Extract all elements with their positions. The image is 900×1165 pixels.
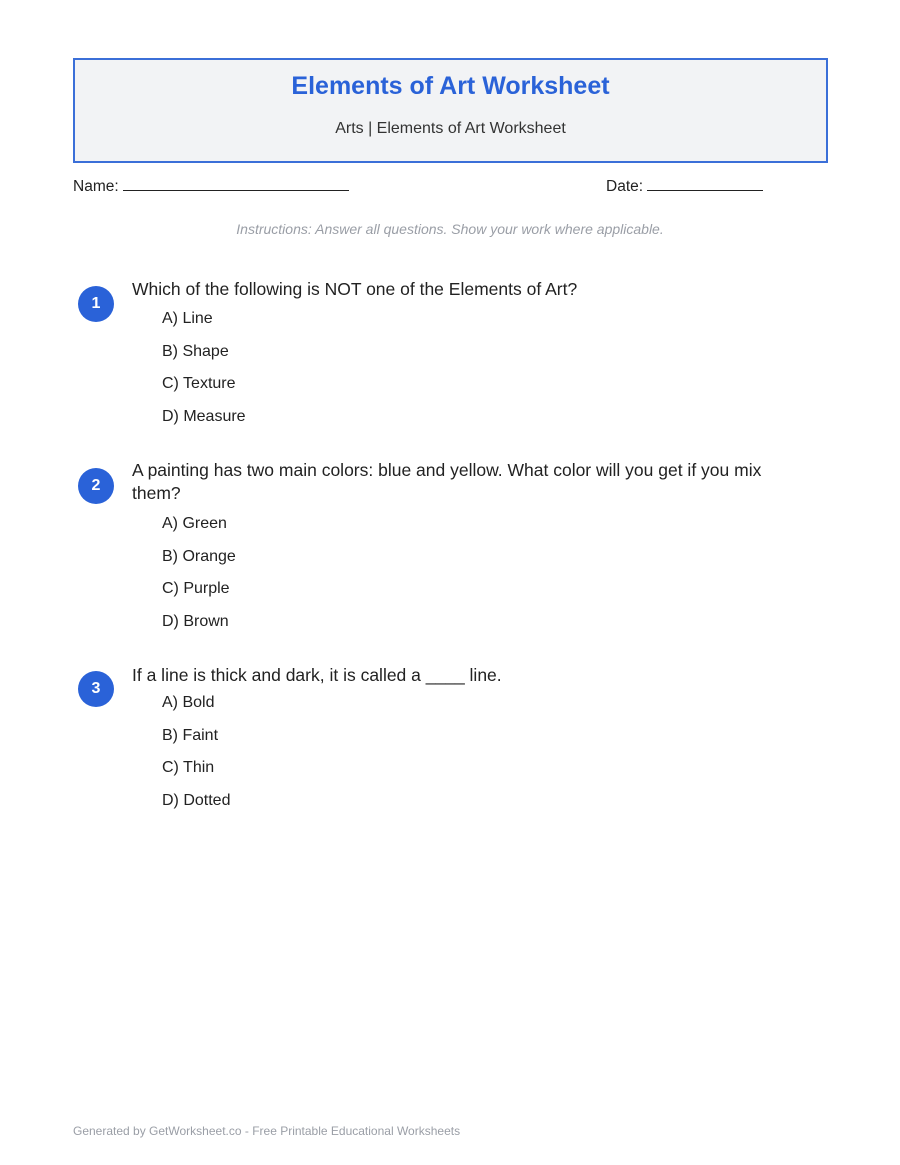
answer-option[interactable]: A) Green <box>162 515 227 532</box>
question-number-badge: 2 <box>78 468 114 504</box>
answer-option[interactable]: D) Measure <box>162 407 246 425</box>
question-text: A painting has two main colors: blue and yellow. What color will you get if you mix them? <box>132 460 762 503</box>
answer-option[interactable]: B) Faint <box>162 726 219 744</box>
date-blank-line[interactable] <box>647 176 763 191</box>
worksheet-subtitle: Arts | Elements of Art Worksheet <box>335 120 566 137</box>
answer-option[interactable]: C) Thin <box>162 759 215 776</box>
date-label: Date: <box>606 178 644 195</box>
answer-option[interactable]: C) Purple <box>162 580 230 597</box>
question-text: If a line is thick and dark, it is called a ____ line. <box>132 665 502 685</box>
question-number-badge: 3 <box>78 671 114 707</box>
instructions-text: Instructions: Answer all questions. Show your work where applicable. <box>236 221 664 237</box>
question-text: Which of the following is NOT one of the Elements of Art? <box>132 279 578 299</box>
answer-option[interactable]: D) Brown <box>162 612 229 630</box>
answer-option[interactable]: A) Line <box>162 310 213 327</box>
worksheet-title: Elements of Art Worksheet <box>291 72 610 100</box>
answer-options <box>162 693 230 823</box>
answer-options <box>162 514 236 644</box>
worksheet-header <box>73 58 828 163</box>
answer-option[interactable]: C) Texture <box>162 375 236 392</box>
date-field <box>606 176 763 196</box>
name-field <box>73 176 349 196</box>
footer-credit: Generated by GetWorksheet.co - Free Printable Educational Worksheets <box>73 1124 461 1138</box>
question-number-badge: 1 <box>78 286 114 322</box>
answer-option[interactable]: B) Orange <box>162 547 236 565</box>
answer-option[interactable]: A) Bold <box>162 694 215 711</box>
answer-option[interactable]: B) Shape <box>162 342 229 360</box>
name-blank-line[interactable] <box>123 176 349 191</box>
answer-option[interactable]: D) Dotted <box>162 791 231 809</box>
answer-options <box>162 309 246 439</box>
name-label: Name: <box>73 178 119 195</box>
